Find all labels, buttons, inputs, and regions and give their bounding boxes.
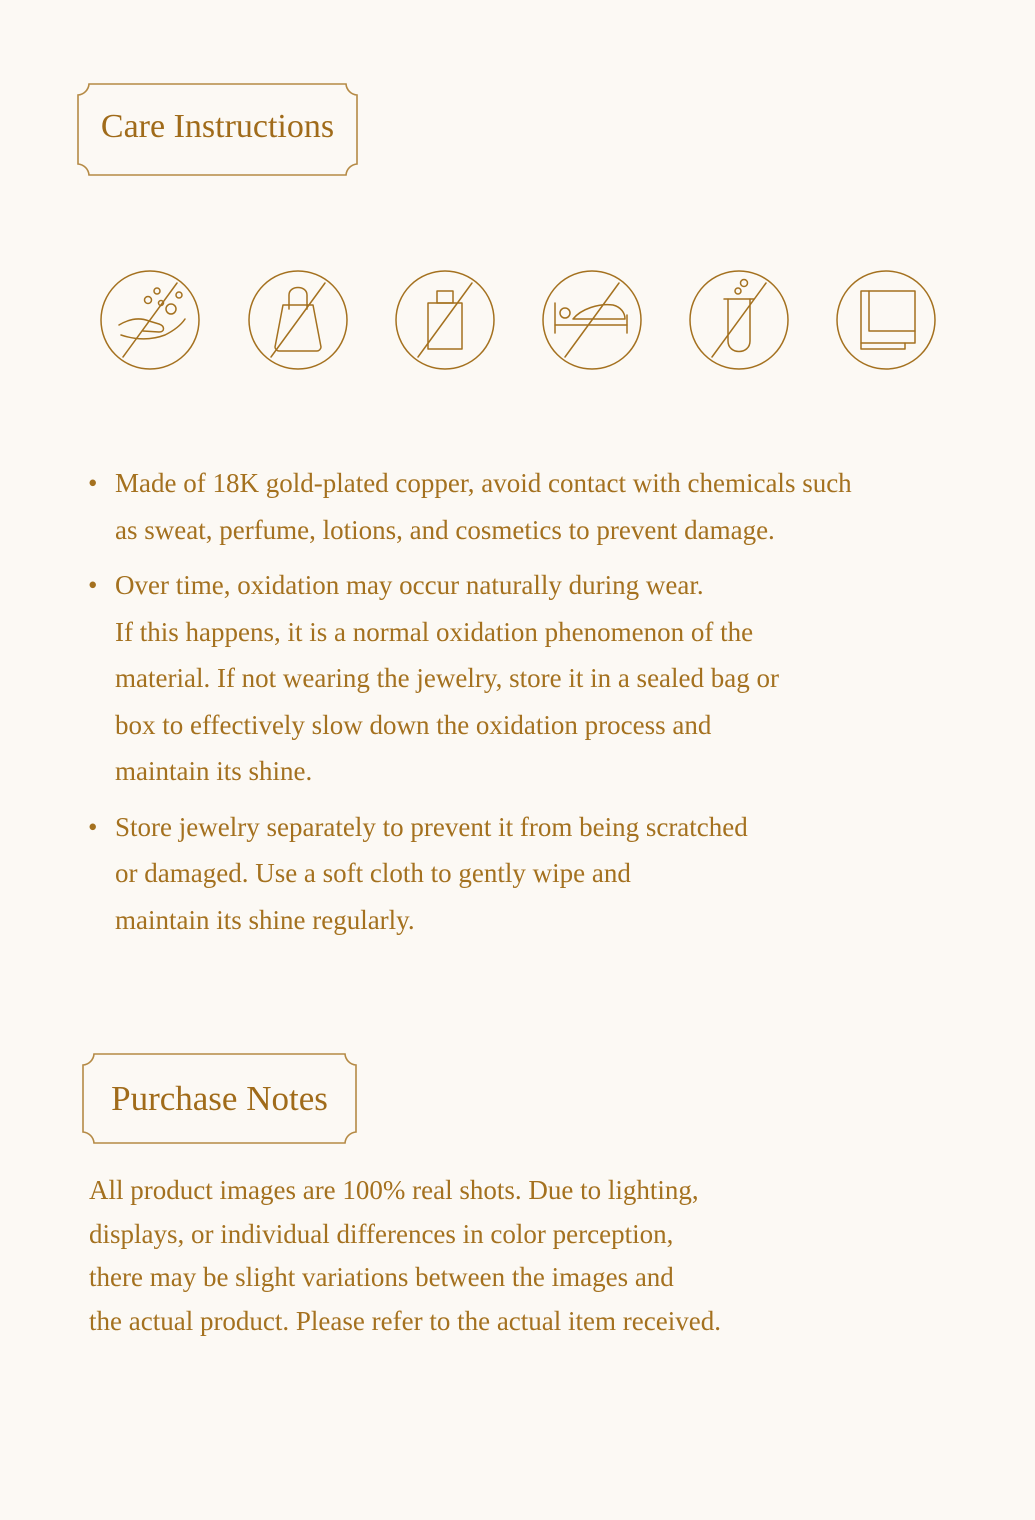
no-shopping-bag-icon: [247, 269, 349, 371]
purchase-notes-title-frame: [82, 1053, 357, 1144]
care-instructions-title: Care Instructions: [100, 108, 335, 145]
bullet-icon: •: [88, 468, 98, 498]
list-item: [88, 804, 988, 944]
list-item-line: Over time, oxidation may occur naturally during wear.: [115, 570, 704, 600]
list-item-line: material. If not wearing the jewelry, store it in a sealed bag or: [115, 663, 779, 693]
no-perfume-icon: [394, 269, 496, 371]
list-item-line: If this happens, it is a normal oxidation phenomenon of the: [115, 616, 754, 647]
storage-box-icon: [835, 269, 937, 371]
list-item-line: or damaged. Use a soft cloth to gently wipe and: [115, 858, 631, 888]
list-item: [88, 562, 988, 795]
list-item-line: maintain its shine regularly.: [115, 904, 415, 935]
list-item-line: Store jewelry separately to prevent it from being scratched: [115, 811, 748, 842]
purchase-notes-title: Purchase Notes: [111, 1079, 328, 1118]
care-instructions-title-frame: [77, 83, 358, 176]
paragraph-line: All product images are 100% real shots. Due to lighting,: [89, 1175, 699, 1205]
list-item-line: maintain its shine.: [115, 756, 313, 786]
list-item: [88, 460, 988, 553]
purchase-notes-text: [89, 1169, 949, 1343]
list-item-line: Made of 18K gold-plated copper, avoid contact with chemicals such: [115, 468, 852, 498]
list-item-line: as sweat, perfume, lotions, and cosmetics to prevent damage.: [115, 514, 775, 545]
list-item-line: box to effectively slow down the oxidation process and: [115, 709, 712, 740]
care-instructions-list: [88, 460, 988, 952]
bullet-icon: •: [88, 811, 98, 842]
paragraph-line: there may be slight variations between the images and: [89, 1262, 674, 1292]
no-chemicals-icon: [688, 269, 790, 371]
paragraph-line: the actual product. Please refer to the actual item received.: [89, 1305, 721, 1336]
paragraph-line: displays, or individual differences in color perception,: [89, 1218, 674, 1249]
care-icon-row: [0, 269, 1035, 371]
no-cosmetics-icon: [99, 269, 201, 371]
no-sleeping-icon: [541, 269, 643, 371]
bullet-icon: •: [88, 570, 98, 600]
